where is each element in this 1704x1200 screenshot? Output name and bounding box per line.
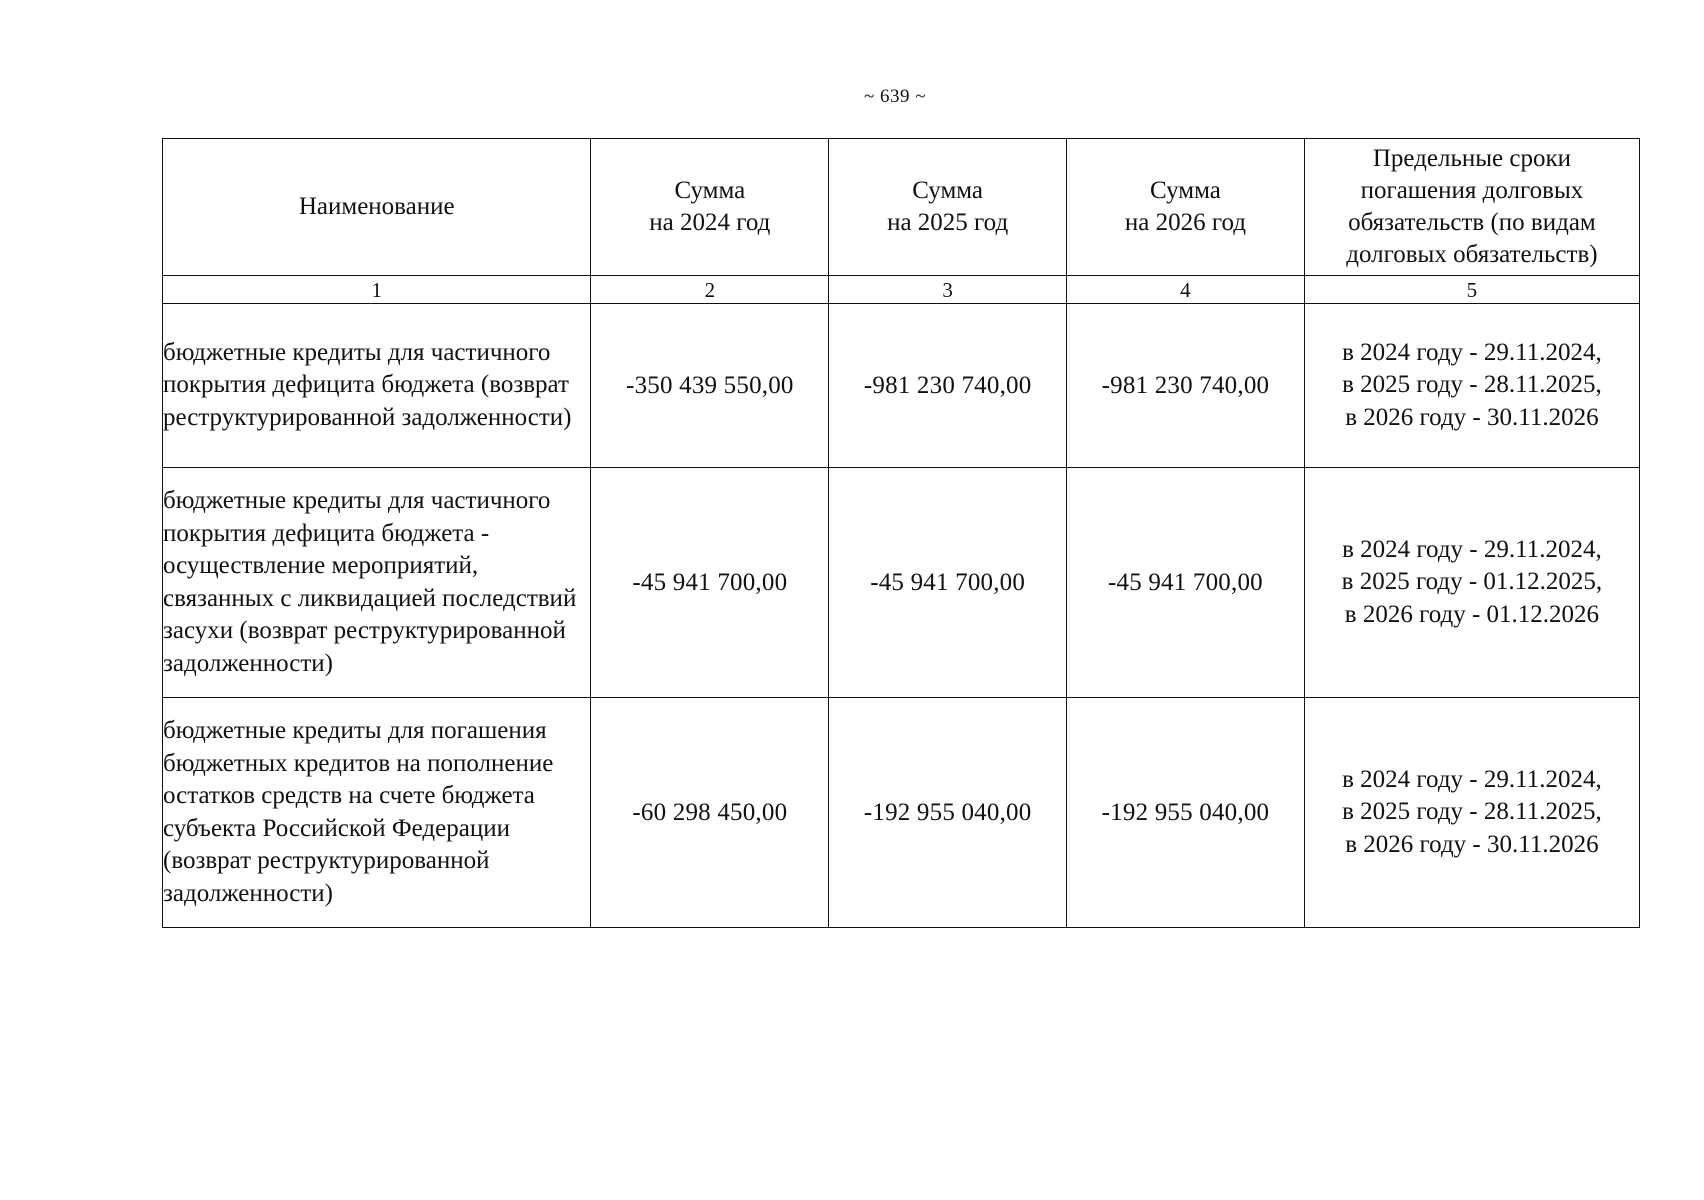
column-number-row [163,276,1640,304]
table-row [163,698,1640,928]
header-terms-line-2: погашения долговых [1360,177,1584,204]
debt-repayment-table [162,138,1640,928]
repayment-terms-cell [1304,698,1639,928]
page-number: ~ 639 ~ [863,86,927,107]
header-sum-2025 [829,139,1067,276]
header-sum-2026-line-2: на 2026 год [1124,209,1246,236]
amount-2026-cell: -192 955 040,00 [1067,698,1305,928]
table-row [163,304,1640,468]
term-line: в 2025 году - 28.11.2025, [1342,371,1602,399]
repayment-terms-cell [1304,468,1639,698]
amount-2025-cell: -45 941 700,00 [829,468,1067,698]
term-line: в 2026 году - 30.11.2026 [1345,403,1599,431]
term-line: в 2025 году - 28.11.2025, [1342,798,1602,826]
row-name-cell: бюджетные кредиты для частичного покрытия дефицита бюджета (возврат реструктурированной задолженности) [163,304,591,468]
term-line: в 2024 году - 29.11.2024, [1342,338,1602,366]
term-line: в 2024 году - 29.11.2024, [1342,765,1602,793]
amount-2024-cell: -350 439 550,00 [591,304,829,468]
amount-2024-cell: -45 941 700,00 [591,468,829,698]
column-number: 4 [1067,276,1305,304]
header-sum-2026-line-1: Сумма [1150,177,1221,204]
term-line: в 2026 году - 30.11.2026 [1345,830,1599,858]
amount-2025-cell: -981 230 740,00 [829,304,1067,468]
table-row [163,468,1640,698]
header-sum-2024-line-1: Сумма [674,177,746,204]
column-number: 5 [1304,276,1639,304]
header-terms-line-3: обязательств (по видам [1348,209,1596,236]
header-sum-2025-line-1: Сумма [912,177,984,204]
header-sum-2026 [1067,139,1305,276]
amount-2026-cell: -45 941 700,00 [1067,468,1305,698]
column-number: 1 [163,276,591,304]
amount-2024-cell: -60 298 450,00 [591,698,829,928]
header-terms-line-1: Предельные сроки [1372,145,1571,172]
header-terms-line-4: долговых обязательств) [1346,241,1598,268]
header-sum-2024 [591,139,829,276]
term-line: в 2024 году - 29.11.2024, [1342,535,1602,563]
amount-2025-cell: -192 955 040,00 [829,698,1067,928]
term-line: в 2025 году - 01.12.2025, [1341,568,1603,596]
column-number: 3 [829,276,1067,304]
amount-2026-cell: -981 230 740,00 [1067,304,1305,468]
row-name-cell: бюджетные кредиты для частичного покрытия дефицита бюджета - осуществление мероприятий, связанных с ликвидацией последствий засухи (возврат реструктурированной задолженности) [163,468,591,698]
table-header-row [163,139,1640,276]
row-name-cell: бюджетные кредиты для погашения бюджетных кредитов на пополнение остатков средств на счете бюджета субъекта Российской Федерации (возврат реструктурированной задолженности) [163,698,591,928]
header-sum-2024-line-2: на 2024 год [649,209,771,236]
header-name: Наименование [163,139,591,276]
header-terms [1304,139,1639,276]
term-line: в 2026 году - 01.12.2026 [1344,600,1600,628]
repayment-terms-cell [1304,304,1639,468]
header-sum-2025-line-2: на 2025 год [887,209,1009,236]
column-number: 2 [591,276,829,304]
